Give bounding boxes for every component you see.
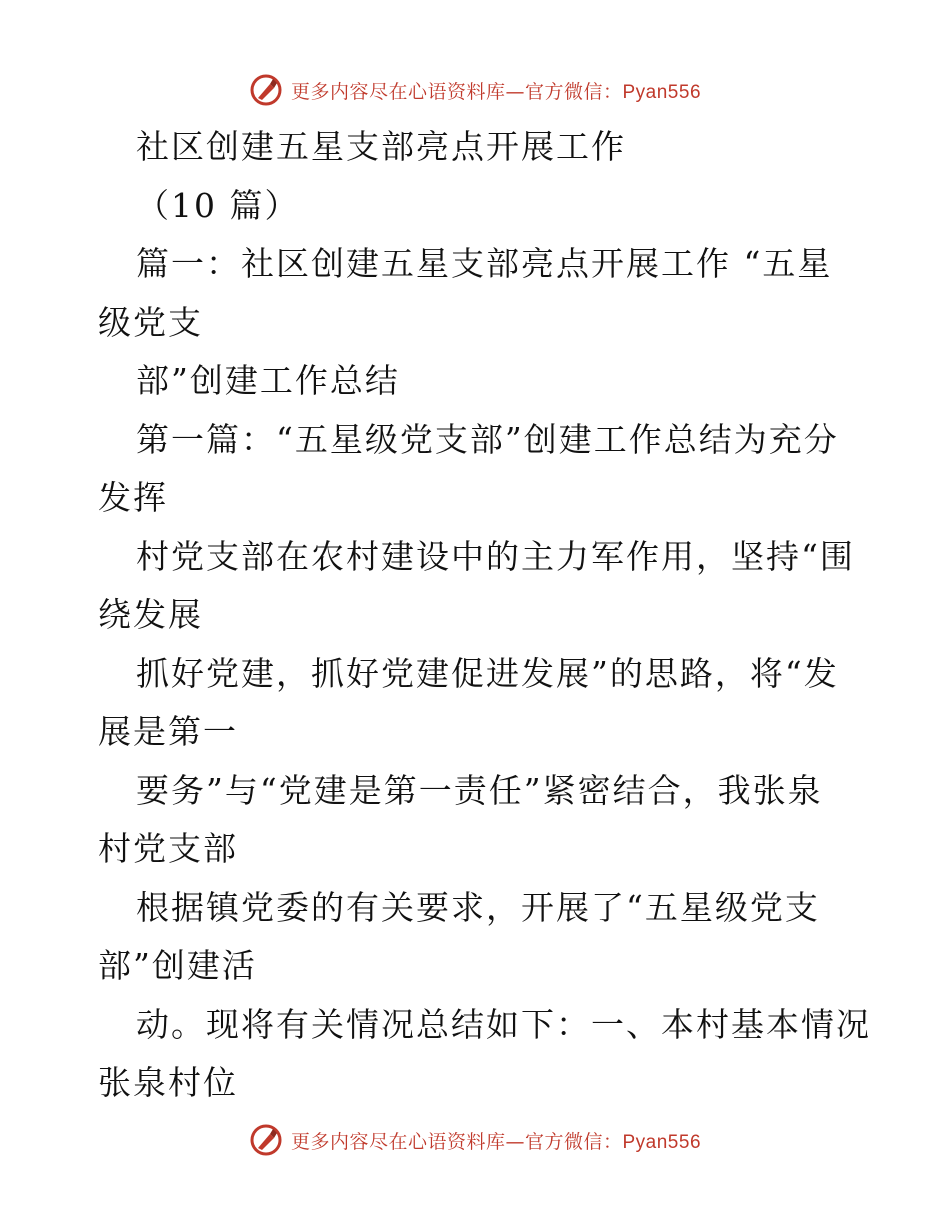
header-watermark (0, 68, 950, 112)
doc-line: 展是第一 (98, 712, 238, 751)
watermark-text (291, 77, 701, 104)
doc-line: 部”创建活 (98, 946, 257, 985)
doc-line: 部”创建工作总结 (136, 361, 400, 400)
doc-line: 级党支 (98, 302, 203, 342)
watermark-brand: Pyan556 (622, 1131, 702, 1153)
watermark-label: 更多内容尽在心语资料库—官方微信： (290, 1130, 623, 1153)
doc-line: 村党支部在农村建设中的主力军作用，坚持“围 (136, 536, 855, 576)
doc-line: 第一篇：“五星级党支部”创建工作总结为充分 (136, 419, 839, 459)
doc-line: 动。现将有关情况总结如下：一、本村基本情况 (136, 1004, 871, 1044)
doc-line: 村党支部 (98, 829, 238, 868)
doc-line: 要务”与“党建是第一责任”紧密结合，我张泉 (136, 770, 823, 810)
pen-logo-icon (249, 73, 283, 107)
watermark-text (291, 1127, 701, 1154)
doc-line: 发挥 (98, 478, 168, 517)
doc-line: 篇一：社区创建五星支部亮点开展工作 “五星 (136, 244, 833, 283)
doc-line: 抓好党建，抓好党建促进发展”的思路，将“发 (136, 653, 839, 693)
doc-line: 张泉村位 (98, 1063, 238, 1102)
doc-line: 绕发展 (98, 595, 203, 634)
watermark-brand: Pyan556 (622, 81, 702, 103)
footer-watermark (0, 1118, 950, 1162)
watermark-label: 更多内容尽在心语资料库—官方微信： (290, 80, 623, 103)
pen-logo-icon (249, 1123, 283, 1157)
doc-line: 社区创建五星支部亮点开展工作 (136, 127, 626, 166)
doc-line: 根据镇党委的有关要求，开展了“五星级党支 (136, 887, 820, 927)
document-body (98, 118, 871, 1113)
doc-line: （10 篇） (136, 185, 300, 225)
